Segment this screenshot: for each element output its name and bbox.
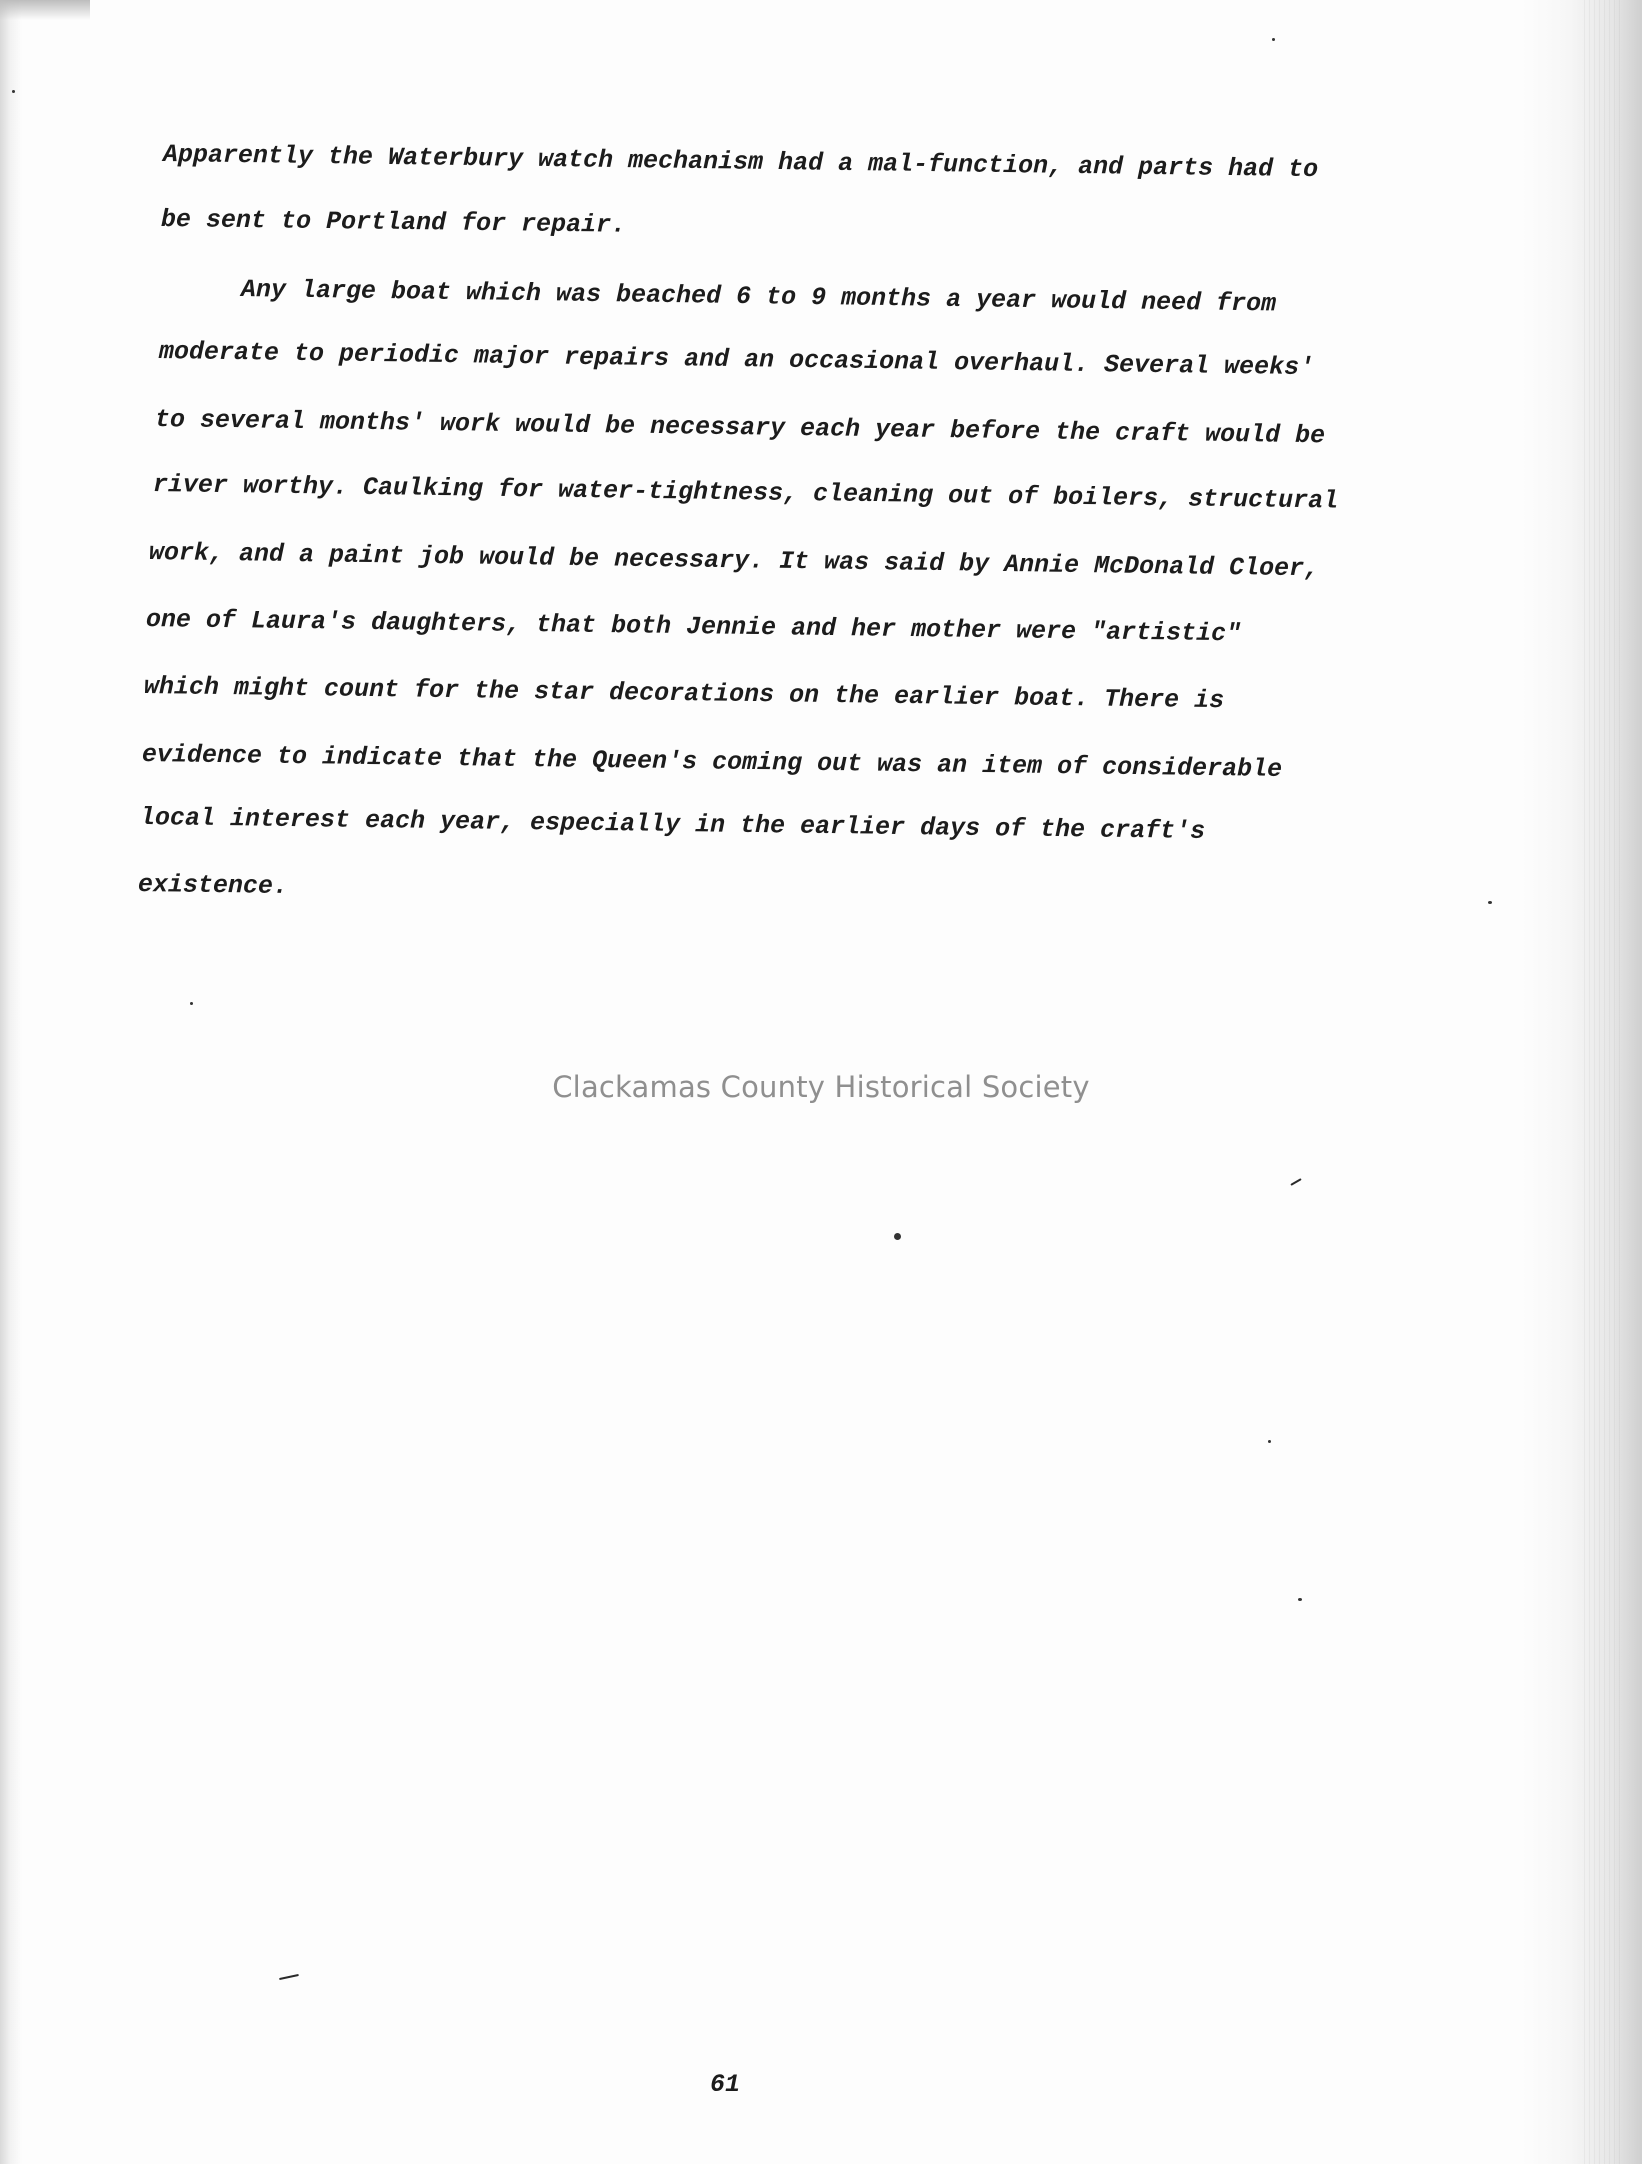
text-line: which might count for the star decorations on the earlier boat. There is (143, 672, 1225, 716)
text-line: Any large boat which was beached 6 to 9 months a year would need from (240, 275, 1277, 319)
text-line: Apparently the Waterbury watch mechanism had a mal-function, and parts had to (162, 140, 1319, 185)
text-line: river worthy. Caulking for water-tightness, cleaning out of boilers, structural (152, 470, 1339, 516)
scan-edge-top (0, 0, 90, 20)
text-line: evidence to indicate that the Queen's coming out was an item of considerable (141, 740, 1283, 784)
scan-speck (1268, 1440, 1271, 1443)
scan-speck (894, 1233, 901, 1240)
text-line: to several months' work would be necessary each year before the craft would be (154, 405, 1326, 451)
scan-speck (190, 1002, 193, 1005)
text-line: work, and a paint job would be necessary. It was said by Annie McDonald Cloer, (148, 538, 1320, 584)
scan-mark (1290, 1178, 1301, 1186)
scan-speck (1298, 1598, 1302, 1601)
text-line: moderate to periodic major repairs and an occasional overhaul. Several weeks' (158, 337, 1315, 383)
scan-mark (279, 1974, 299, 1980)
watermark: Clackamas County Historical Society (552, 1070, 1090, 1104)
scan-speck (1488, 901, 1492, 904)
text-line: be sent to Portland for repair. (160, 205, 627, 240)
text-line: local interest each year, especially in the earlier days of the craft's (139, 803, 1206, 846)
scan-speck (1272, 38, 1275, 41)
text-line: existence. (137, 870, 289, 901)
scan-speck (12, 90, 15, 93)
page-number: 61 (709, 2070, 740, 2099)
text-line: one of Laura's daughters, that both Jennie and her mother were "artistic" (145, 605, 1242, 649)
